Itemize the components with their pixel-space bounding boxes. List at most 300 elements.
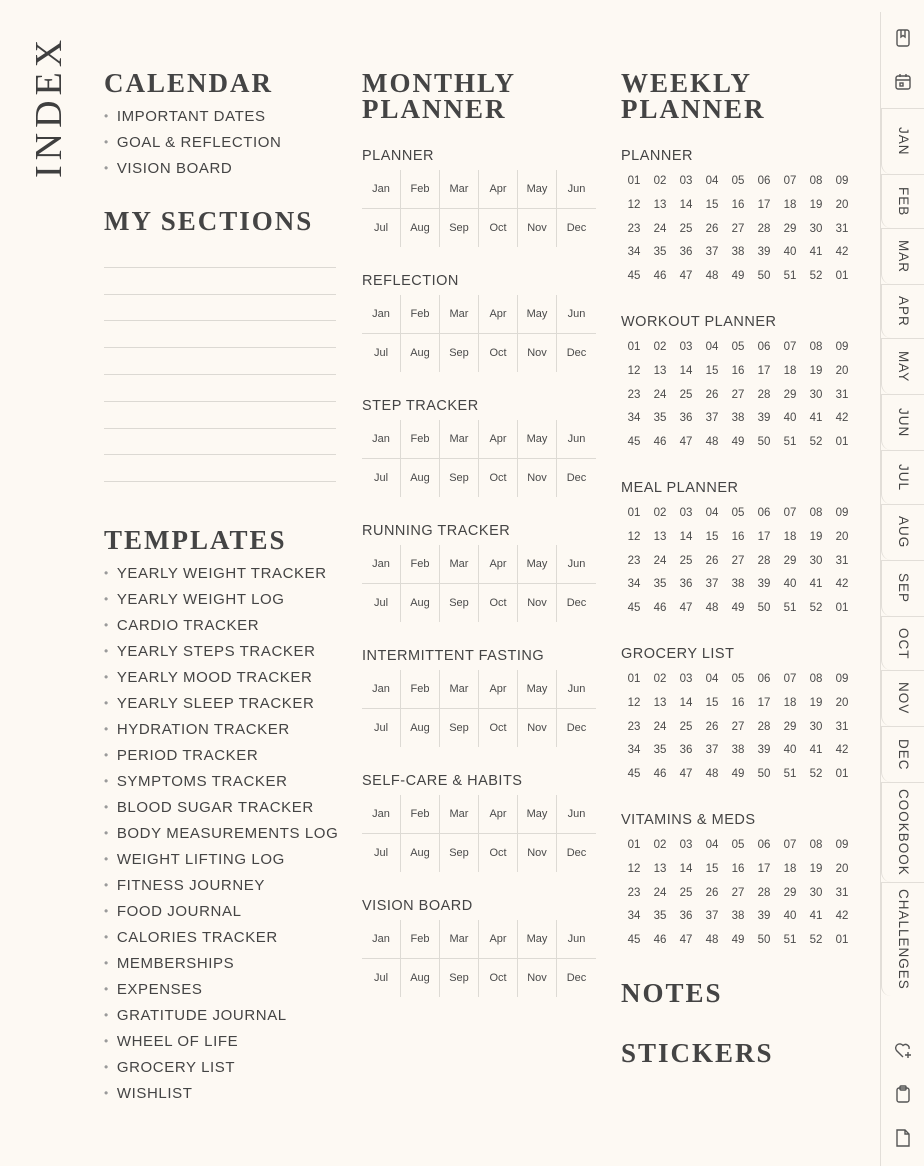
month-link[interactable]: Aug bbox=[401, 834, 440, 873]
week-link[interactable]: 25 bbox=[679, 554, 693, 567]
template-item[interactable]: • WHEEL OF LIFE bbox=[104, 1029, 338, 1055]
week-link[interactable]: 01 bbox=[627, 175, 641, 187]
month-link[interactable]: Mar bbox=[440, 920, 479, 959]
tab-challenges[interactable] bbox=[881, 882, 924, 996]
tab-jun[interactable] bbox=[881, 394, 924, 450]
week-link[interactable]: 04 bbox=[705, 341, 719, 353]
week-link[interactable]: 47 bbox=[679, 934, 693, 947]
week-link[interactable]: 07 bbox=[783, 507, 797, 519]
week-link[interactable]: 16 bbox=[731, 198, 745, 211]
month-link[interactable]: Jul bbox=[362, 334, 401, 373]
week-link[interactable]: 14 bbox=[679, 530, 693, 543]
week-link[interactable]: 37 bbox=[705, 578, 719, 591]
week-link[interactable]: 06 bbox=[757, 673, 771, 685]
week-link[interactable]: 36 bbox=[679, 910, 693, 923]
week-link[interactable]: 36 bbox=[679, 246, 693, 259]
week-link[interactable]: 18 bbox=[783, 696, 797, 709]
week-link[interactable]: 40 bbox=[783, 578, 797, 591]
month-link[interactable]: Jul bbox=[362, 459, 401, 498]
week-link[interactable]: 35 bbox=[653, 744, 667, 757]
week-link[interactable]: 35 bbox=[653, 910, 667, 923]
week-link[interactable]: 20 bbox=[835, 530, 849, 543]
week-link[interactable]: 42 bbox=[835, 910, 849, 923]
week-link[interactable]: 38 bbox=[731, 246, 745, 259]
month-link[interactable]: Oct bbox=[479, 959, 518, 998]
month-link[interactable]: Oct bbox=[479, 209, 518, 248]
week-link[interactable]: 09 bbox=[835, 507, 849, 519]
month-link[interactable]: Feb bbox=[401, 795, 440, 834]
week-link[interactable]: 39 bbox=[757, 578, 771, 591]
month-link[interactable]: Dec bbox=[566, 721, 587, 734]
week-link[interactable]: 46 bbox=[653, 602, 667, 615]
week-link[interactable]: 48 bbox=[705, 270, 719, 283]
month-link[interactable]: Mar bbox=[440, 295, 479, 334]
week-link[interactable]: 31 bbox=[835, 388, 849, 401]
month-link[interactable]: Feb bbox=[401, 295, 440, 334]
week-link[interactable]: 17 bbox=[757, 530, 771, 543]
week-link[interactable]: 35 bbox=[653, 246, 667, 259]
week-link[interactable]: 31 bbox=[835, 720, 849, 733]
template-item[interactable]: • YEARLY STEPS TRACKER bbox=[104, 639, 338, 665]
week-link[interactable]: 52 bbox=[809, 436, 823, 449]
week-link[interactable]: 28 bbox=[757, 388, 771, 401]
month-link[interactable]: Jan bbox=[362, 670, 401, 709]
week-link[interactable]: 45 bbox=[627, 768, 641, 781]
week-link[interactable]: 51 bbox=[783, 436, 797, 449]
month-link[interactable]: Apr bbox=[479, 670, 518, 709]
month-link[interactable]: Jan bbox=[362, 545, 401, 584]
month-link[interactable]: Nov bbox=[518, 584, 557, 623]
week-link[interactable]: 01 bbox=[627, 341, 641, 353]
week-link[interactable]: 29 bbox=[783, 222, 797, 235]
tab-cookbook[interactable] bbox=[881, 782, 924, 882]
section-line[interactable] bbox=[104, 268, 336, 295]
month-link[interactable]: Dec bbox=[566, 471, 587, 484]
week-link[interactable]: 15 bbox=[705, 862, 719, 875]
week-link[interactable]: 51 bbox=[783, 602, 797, 615]
month-link[interactable]: Nov bbox=[518, 334, 557, 373]
week-link[interactable]: 04 bbox=[705, 175, 719, 187]
week-link[interactable]: 34 bbox=[627, 578, 641, 591]
week-link[interactable]: 48 bbox=[705, 436, 719, 449]
month-link[interactable]: Jul bbox=[362, 709, 401, 748]
month-link[interactable]: Jan bbox=[362, 420, 401, 459]
week-link[interactable]: 34 bbox=[627, 910, 641, 923]
week-link[interactable]: 23 bbox=[627, 388, 641, 401]
month-link[interactable]: Oct bbox=[479, 584, 518, 623]
note-tab[interactable] bbox=[881, 1118, 924, 1158]
month-link[interactable]: Feb bbox=[401, 670, 440, 709]
week-link[interactable]: 26 bbox=[705, 388, 719, 401]
month-link[interactable]: Dec bbox=[566, 346, 587, 359]
section-line[interactable] bbox=[104, 295, 336, 322]
week-link[interactable]: 50 bbox=[757, 768, 771, 781]
week-link[interactable]: 29 bbox=[783, 886, 797, 899]
template-item[interactable]: • WEIGHT LIFTING LOG bbox=[104, 847, 338, 873]
week-link[interactable]: 35 bbox=[653, 412, 667, 425]
week-link[interactable]: 09 bbox=[835, 341, 849, 353]
week-link[interactable]: 02 bbox=[653, 507, 667, 519]
week-link[interactable]: 25 bbox=[679, 886, 693, 899]
week-link[interactable]: 23 bbox=[627, 886, 641, 899]
tab-may[interactable] bbox=[881, 338, 924, 394]
week-link[interactable]: 38 bbox=[731, 412, 745, 425]
week-link[interactable]: 23 bbox=[627, 222, 641, 235]
week-link[interactable]: 50 bbox=[757, 270, 771, 283]
week-link[interactable]: 50 bbox=[757, 602, 771, 615]
template-item[interactable]: • PERIOD TRACKER bbox=[104, 743, 338, 769]
template-item[interactable]: • GRATITUDE JOURNAL bbox=[104, 1003, 338, 1029]
week-link[interactable]: 49 bbox=[731, 436, 745, 449]
month-link[interactable]: Mar bbox=[440, 170, 479, 209]
month-link[interactable]: May bbox=[518, 295, 557, 334]
week-link[interactable]: 05 bbox=[731, 507, 745, 519]
week-link[interactable]: 30 bbox=[809, 886, 823, 899]
week-link[interactable]: 24 bbox=[653, 222, 667, 235]
week-link[interactable]: 31 bbox=[835, 554, 849, 567]
tab-sep[interactable] bbox=[881, 560, 924, 616]
calendar-tab[interactable] bbox=[881, 62, 924, 102]
week-link[interactable]: 47 bbox=[679, 270, 693, 283]
week-link[interactable]: 41 bbox=[809, 910, 823, 923]
week-link[interactable]: 01 bbox=[835, 270, 849, 283]
tab-jan[interactable] bbox=[881, 108, 924, 174]
favorites-tab[interactable] bbox=[881, 1030, 924, 1070]
week-link[interactable]: 05 bbox=[731, 175, 745, 187]
week-link[interactable]: 06 bbox=[757, 507, 771, 519]
week-link[interactable]: 20 bbox=[835, 198, 849, 211]
week-link[interactable]: 18 bbox=[783, 364, 797, 377]
week-link[interactable]: 34 bbox=[627, 412, 641, 425]
month-link[interactable]: Jul bbox=[362, 209, 401, 248]
month-link[interactable]: Aug bbox=[401, 584, 440, 623]
section-line[interactable] bbox=[104, 348, 336, 375]
month-link[interactable]: Jul bbox=[362, 959, 401, 998]
week-link[interactable]: 01 bbox=[835, 768, 849, 781]
week-link[interactable]: 49 bbox=[731, 934, 745, 947]
week-link[interactable]: 01 bbox=[835, 934, 849, 947]
week-link[interactable]: 48 bbox=[705, 768, 719, 781]
week-link[interactable]: 27 bbox=[731, 388, 745, 401]
week-link[interactable]: 08 bbox=[809, 175, 823, 187]
month-link[interactable]: May bbox=[518, 545, 557, 584]
week-link[interactable]: 50 bbox=[757, 436, 771, 449]
week-link[interactable]: 28 bbox=[757, 222, 771, 235]
week-link[interactable]: 48 bbox=[705, 602, 719, 615]
week-link[interactable]: 38 bbox=[731, 910, 745, 923]
month-link[interactable]: May bbox=[518, 420, 557, 459]
tab-aug[interactable] bbox=[881, 504, 924, 560]
week-link[interactable]: 23 bbox=[627, 554, 641, 567]
section-line[interactable] bbox=[104, 375, 336, 402]
section-line[interactable] bbox=[104, 429, 336, 456]
template-item[interactable]: • CALORIES TRACKER bbox=[104, 925, 338, 951]
week-link[interactable]: 40 bbox=[783, 910, 797, 923]
week-link[interactable]: 40 bbox=[783, 246, 797, 259]
week-link[interactable]: 47 bbox=[679, 768, 693, 781]
week-link[interactable]: 31 bbox=[835, 886, 849, 899]
week-link[interactable]: 30 bbox=[809, 388, 823, 401]
template-item[interactable]: • BLOOD SUGAR TRACKER bbox=[104, 795, 338, 821]
week-link[interactable]: 42 bbox=[835, 412, 849, 425]
week-link[interactable]: 05 bbox=[731, 341, 745, 353]
week-link[interactable]: 34 bbox=[627, 246, 641, 259]
week-link[interactable]: 28 bbox=[757, 886, 771, 899]
week-link[interactable]: 45 bbox=[627, 270, 641, 283]
week-link[interactable]: 39 bbox=[757, 910, 771, 923]
week-link[interactable]: 14 bbox=[679, 364, 693, 377]
week-link[interactable]: 02 bbox=[653, 673, 667, 685]
week-link[interactable]: 07 bbox=[783, 175, 797, 187]
tab-oct[interactable] bbox=[881, 616, 924, 670]
tab-dec[interactable] bbox=[881, 726, 924, 782]
section-line[interactable] bbox=[104, 455, 336, 482]
week-link[interactable]: 01 bbox=[627, 507, 641, 519]
week-link[interactable]: 30 bbox=[809, 720, 823, 733]
month-link[interactable]: Apr bbox=[479, 920, 518, 959]
tab-jul[interactable] bbox=[881, 450, 924, 504]
week-link[interactable]: 15 bbox=[705, 198, 719, 211]
month-link[interactable]: Mar bbox=[440, 795, 479, 834]
week-link[interactable]: 37 bbox=[705, 744, 719, 757]
week-link[interactable]: 20 bbox=[835, 364, 849, 377]
template-item[interactable]: • YEARLY WEIGHT LOG bbox=[104, 587, 338, 613]
week-link[interactable]: 18 bbox=[783, 530, 797, 543]
stickers-heading[interactable]: STICKERS bbox=[621, 1038, 774, 1068]
week-link[interactable]: 36 bbox=[679, 744, 693, 757]
section-line[interactable] bbox=[104, 321, 336, 348]
week-link[interactable]: 38 bbox=[731, 578, 745, 591]
week-link[interactable]: 49 bbox=[731, 270, 745, 283]
week-link[interactable]: 26 bbox=[705, 554, 719, 567]
week-link[interactable]: 29 bbox=[783, 720, 797, 733]
month-link[interactable]: Sep bbox=[440, 459, 479, 498]
template-item[interactable]: • GROCERY LIST bbox=[104, 1055, 338, 1081]
week-link[interactable]: 25 bbox=[679, 388, 693, 401]
week-link[interactable]: 42 bbox=[835, 578, 849, 591]
week-link[interactable]: 46 bbox=[653, 768, 667, 781]
week-link[interactable]: 04 bbox=[705, 673, 719, 685]
month-link[interactable]: Mar bbox=[440, 670, 479, 709]
week-link[interactable]: 03 bbox=[679, 673, 693, 685]
week-link[interactable]: 42 bbox=[835, 246, 849, 259]
tab-mar[interactable] bbox=[881, 228, 924, 284]
month-link[interactable]: Jun bbox=[557, 545, 596, 584]
month-link[interactable]: Nov bbox=[518, 459, 557, 498]
week-link[interactable]: 12 bbox=[627, 696, 641, 709]
tab-apr[interactable] bbox=[881, 284, 924, 338]
week-link[interactable]: 49 bbox=[731, 768, 745, 781]
month-link[interactable]: Jan bbox=[362, 920, 401, 959]
week-link[interactable]: 02 bbox=[653, 341, 667, 353]
week-link[interactable]: 15 bbox=[705, 696, 719, 709]
week-link[interactable]: 41 bbox=[809, 744, 823, 757]
month-link[interactable]: Dec bbox=[566, 846, 587, 859]
week-link[interactable]: 39 bbox=[757, 412, 771, 425]
month-link[interactable]: Apr bbox=[479, 545, 518, 584]
template-item[interactable]: • WISHLIST bbox=[104, 1081, 338, 1107]
week-link[interactable]: 19 bbox=[809, 198, 823, 211]
week-link[interactable]: 03 bbox=[679, 341, 693, 353]
week-link[interactable]: 18 bbox=[783, 198, 797, 211]
month-link[interactable]: May bbox=[518, 170, 557, 209]
week-link[interactable]: 14 bbox=[679, 862, 693, 875]
week-link[interactable]: 27 bbox=[731, 886, 745, 899]
week-link[interactable]: 39 bbox=[757, 246, 771, 259]
week-link[interactable]: 17 bbox=[757, 364, 771, 377]
month-link[interactable]: Jun bbox=[557, 670, 596, 709]
week-link[interactable]: 19 bbox=[809, 530, 823, 543]
month-link[interactable]: Aug bbox=[401, 459, 440, 498]
template-item[interactable]: • BODY MEASUREMENTS LOG bbox=[104, 821, 338, 847]
week-link[interactable]: 20 bbox=[835, 862, 849, 875]
month-link[interactable]: Jul bbox=[362, 834, 401, 873]
template-item[interactable]: • EXPENSES bbox=[104, 977, 338, 1003]
month-link[interactable]: Aug bbox=[401, 334, 440, 373]
month-link[interactable]: Dec bbox=[566, 221, 587, 234]
week-link[interactable]: 26 bbox=[705, 720, 719, 733]
week-link[interactable]: 19 bbox=[809, 696, 823, 709]
template-item[interactable]: • SYMPTOMS TRACKER bbox=[104, 769, 338, 795]
month-link[interactable]: Sep bbox=[440, 709, 479, 748]
week-link[interactable]: 14 bbox=[679, 696, 693, 709]
clipboard-tab[interactable] bbox=[881, 1074, 924, 1114]
week-link[interactable]: 05 bbox=[731, 839, 745, 851]
week-link[interactable]: 40 bbox=[783, 412, 797, 425]
month-link[interactable]: Jun bbox=[557, 295, 596, 334]
week-link[interactable]: 23 bbox=[627, 720, 641, 733]
week-link[interactable]: 28 bbox=[757, 720, 771, 733]
month-link[interactable]: Nov bbox=[518, 209, 557, 248]
week-link[interactable]: 46 bbox=[653, 934, 667, 947]
template-item[interactable]: • FOOD JOURNAL bbox=[104, 899, 338, 925]
month-link[interactable]: Nov bbox=[518, 959, 557, 998]
week-link[interactable]: 30 bbox=[809, 554, 823, 567]
week-link[interactable]: 03 bbox=[679, 839, 693, 851]
calendar-item[interactable]: • VISION BOARD bbox=[104, 156, 282, 182]
template-item[interactable]: • YEARLY SLEEP TRACKER bbox=[104, 691, 338, 717]
week-link[interactable]: 17 bbox=[757, 198, 771, 211]
month-link[interactable]: Oct bbox=[479, 709, 518, 748]
week-link[interactable]: 02 bbox=[653, 839, 667, 851]
week-link[interactable]: 15 bbox=[705, 364, 719, 377]
week-link[interactable]: 03 bbox=[679, 507, 693, 519]
week-link[interactable]: 52 bbox=[809, 934, 823, 947]
week-link[interactable]: 41 bbox=[809, 246, 823, 259]
week-link[interactable]: 13 bbox=[653, 696, 667, 709]
month-link[interactable]: May bbox=[518, 795, 557, 834]
week-link[interactable]: 37 bbox=[705, 412, 719, 425]
section-line[interactable] bbox=[104, 241, 336, 268]
week-link[interactable]: 19 bbox=[809, 862, 823, 875]
week-link[interactable]: 31 bbox=[835, 222, 849, 235]
week-link[interactable]: 18 bbox=[783, 862, 797, 875]
week-link[interactable]: 08 bbox=[809, 839, 823, 851]
week-link[interactable]: 24 bbox=[653, 554, 667, 567]
month-link[interactable]: Sep bbox=[440, 584, 479, 623]
month-link[interactable]: Jul bbox=[362, 584, 401, 623]
week-link[interactable]: 38 bbox=[731, 744, 745, 757]
template-item[interactable]: • YEARLY WEIGHT TRACKER bbox=[104, 561, 338, 587]
template-item[interactable]: • CARDIO TRACKER bbox=[104, 613, 338, 639]
month-link[interactable]: Apr bbox=[479, 295, 518, 334]
week-link[interactable]: 09 bbox=[835, 839, 849, 851]
week-link[interactable]: 15 bbox=[705, 530, 719, 543]
month-link[interactable]: Feb bbox=[401, 920, 440, 959]
bookmark-tab[interactable] bbox=[881, 18, 924, 58]
month-link[interactable]: Feb bbox=[401, 420, 440, 459]
week-link[interactable]: 17 bbox=[757, 862, 771, 875]
calendar-item[interactable]: • IMPORTANT DATES bbox=[104, 104, 282, 130]
week-link[interactable]: 17 bbox=[757, 696, 771, 709]
week-link[interactable]: 24 bbox=[653, 886, 667, 899]
week-link[interactable]: 20 bbox=[835, 696, 849, 709]
month-link[interactable]: Sep bbox=[440, 959, 479, 998]
week-link[interactable]: 27 bbox=[731, 222, 745, 235]
week-link[interactable]: 06 bbox=[757, 839, 771, 851]
week-link[interactable]: 42 bbox=[835, 744, 849, 757]
month-link[interactable]: Nov bbox=[518, 709, 557, 748]
week-link[interactable]: 07 bbox=[783, 673, 797, 685]
week-link[interactable]: 01 bbox=[627, 673, 641, 685]
week-link[interactable]: 41 bbox=[809, 412, 823, 425]
month-link[interactable]: Aug bbox=[401, 209, 440, 248]
week-link[interactable]: 08 bbox=[809, 507, 823, 519]
week-link[interactable]: 13 bbox=[653, 530, 667, 543]
month-link[interactable]: Dec bbox=[566, 596, 587, 609]
week-link[interactable]: 09 bbox=[835, 673, 849, 685]
week-link[interactable]: 41 bbox=[809, 578, 823, 591]
week-link[interactable]: 52 bbox=[809, 768, 823, 781]
month-link[interactable]: Jun bbox=[557, 920, 596, 959]
week-link[interactable]: 26 bbox=[705, 222, 719, 235]
month-link[interactable]: Mar bbox=[440, 420, 479, 459]
month-link[interactable]: Jan bbox=[362, 295, 401, 334]
week-link[interactable]: 37 bbox=[705, 246, 719, 259]
week-link[interactable]: 06 bbox=[757, 341, 771, 353]
week-link[interactable]: 30 bbox=[809, 222, 823, 235]
week-link[interactable]: 05 bbox=[731, 673, 745, 685]
month-link[interactable]: Jan bbox=[362, 795, 401, 834]
week-link[interactable]: 51 bbox=[783, 768, 797, 781]
week-link[interactable]: 16 bbox=[731, 862, 745, 875]
week-link[interactable]: 36 bbox=[679, 578, 693, 591]
month-link[interactable]: Oct bbox=[479, 334, 518, 373]
week-link[interactable]: 16 bbox=[731, 696, 745, 709]
week-link[interactable]: 24 bbox=[653, 388, 667, 401]
week-link[interactable]: 08 bbox=[809, 673, 823, 685]
month-link[interactable]: Sep bbox=[440, 334, 479, 373]
month-link[interactable]: Feb bbox=[401, 170, 440, 209]
template-item[interactable]: • MEMBERSHIPS bbox=[104, 951, 338, 977]
week-link[interactable]: 01 bbox=[835, 436, 849, 449]
tab-feb[interactable] bbox=[881, 174, 924, 228]
notes-heading[interactable]: NOTES bbox=[621, 978, 723, 1008]
week-link[interactable]: 29 bbox=[783, 388, 797, 401]
week-link[interactable]: 12 bbox=[627, 364, 641, 377]
template-item[interactable]: • YEARLY MOOD TRACKER bbox=[104, 665, 338, 691]
month-link[interactable]: Nov bbox=[518, 834, 557, 873]
week-link[interactable]: 07 bbox=[783, 341, 797, 353]
week-link[interactable]: 16 bbox=[731, 530, 745, 543]
week-link[interactable]: 51 bbox=[783, 270, 797, 283]
week-link[interactable]: 27 bbox=[731, 554, 745, 567]
week-link[interactable]: 29 bbox=[783, 554, 797, 567]
week-link[interactable]: 13 bbox=[653, 198, 667, 211]
week-link[interactable]: 50 bbox=[757, 934, 771, 947]
week-link[interactable]: 13 bbox=[653, 862, 667, 875]
month-link[interactable]: Dec bbox=[566, 971, 587, 984]
